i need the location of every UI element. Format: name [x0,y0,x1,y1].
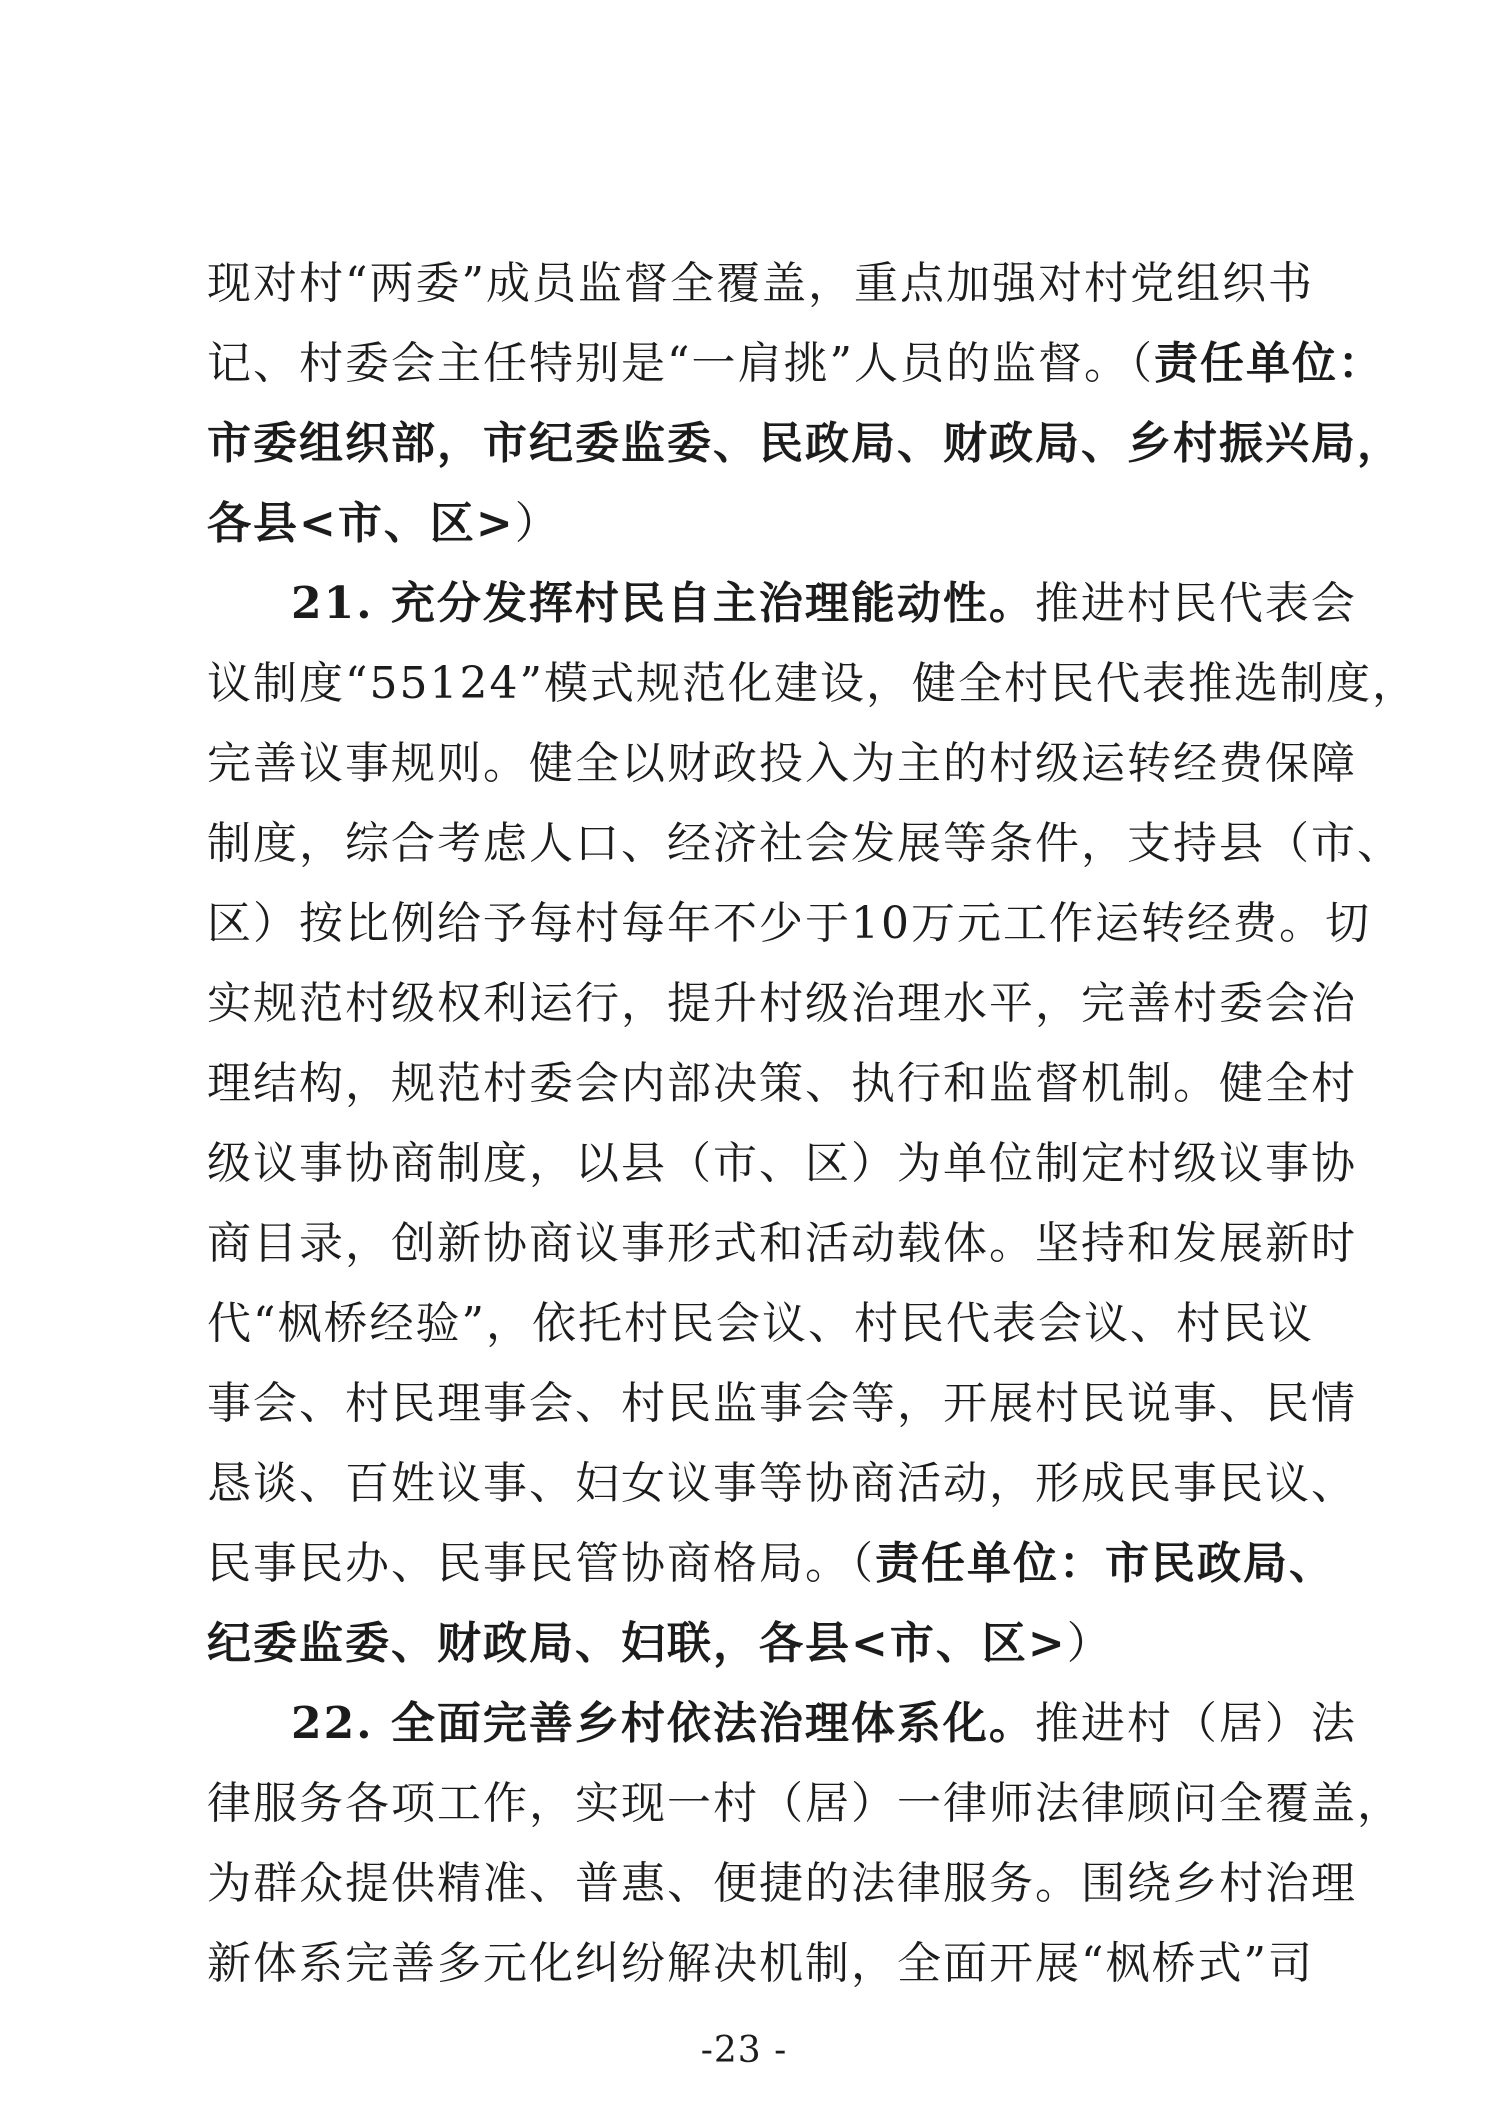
text-line [207,973,1357,1035]
text-line [207,1453,1357,1515]
section-heading-22 [291,1693,1357,1755]
text-line [207,1213,1357,1275]
text-line [207,1773,1403,1835]
text-line [207,1853,1357,1915]
text-segment: 商目录，创新协商议事形式和活动载体。坚持和发展新时 [207,1218,1357,1269]
text-segment: 新体系完善多元化纠纷解决机制，全面开展“枫桥式”司 [207,1938,1314,1989]
text-line [207,653,1418,715]
text-segment: ） [1066,1618,1113,1669]
text-segment: 完善议事规则。健全以财政投入为主的村级运转经费保障 [207,738,1357,789]
section-title: 22. 全面完善乡村依法治理体系化。 [291,1698,1035,1749]
text-segment: 律服务各项工作，实现一村（居）一律师法律顾问全覆盖， [207,1778,1403,1829]
text-segment-bold: 责任单位：市民政局、 [875,1538,1335,1589]
text-segment: 议制度“55124”模式规范化建设，健全村民代表推选制度， [207,658,1418,709]
text-line [207,1053,1357,1115]
text-line [207,253,1314,315]
text-line [207,1293,1314,1355]
text-segment-bold: 纪委监委、财政局、妇联，各县<市、区> [207,1618,1067,1669]
text-line [207,1133,1357,1195]
text-segment: 事会、村民理事会、村民监事会等，开展村民说事、民情 [207,1378,1357,1429]
text-segment: ） [514,498,561,549]
text-segment: 制度，综合考虑人口、经济社会发展等条件，支持县（市、 [207,818,1403,869]
text-segment: 推进村（居）法 [1034,1698,1357,1749]
text-segment: 现对村“两委”成员监督全覆盖，重点加强对村党组织书 [207,258,1314,309]
text-segment: 区）按比例给予每村每年不少于10万元工作运转经费。切 [207,898,1371,949]
text-segment: 理结构，规范村委会内部决策、执行和监督机制。健全村 [207,1058,1357,1109]
text-line [207,413,1403,475]
page-number: -23 - [700,2030,788,2071]
text-segment: 民事民办、民事民管协商格局。（ [207,1538,875,1589]
text-segment-bold: 各县<市、区> [207,498,515,549]
text-line [207,1933,1314,1995]
text-segment: 推进村民代表会 [1034,578,1357,629]
section-title: 21. 充分发挥村民自主治理能动性。 [291,578,1035,629]
text-line [207,493,1280,555]
text-segment: 为群众提供精准、普惠、便捷的法律服务。围绕乡村治理 [207,1858,1357,1909]
text-segment: 恳谈、百姓议事、妇女议事等协商活动，形成民事民议、 [207,1458,1357,1509]
text-line [207,1533,1335,1595]
text-line [207,1373,1357,1435]
text-line [207,333,1384,395]
section-heading-21 [291,573,1357,635]
text-segment-bold: 责任单位： [1154,338,1384,389]
text-line [207,1613,1280,1675]
text-segment: 实规范村级权利运行，提升村级治理水平，完善村委会治 [207,978,1357,1029]
text-segment-bold: 市委组织部，市纪委监委、民政局、财政局、乡村振兴局， [207,418,1403,469]
text-line [207,893,1371,955]
text-segment: 级议事协商制度，以县（市、区）为单位制定村级议事协 [207,1138,1357,1189]
text-line [207,813,1403,875]
text-segment: 代“枫桥经验”，依托村民会议、村民代表会议、村民议 [207,1298,1314,1349]
text-segment: 记、村委会主任特别是“一肩挑”人员的监督。（ [207,338,1154,389]
text-line [207,733,1357,795]
